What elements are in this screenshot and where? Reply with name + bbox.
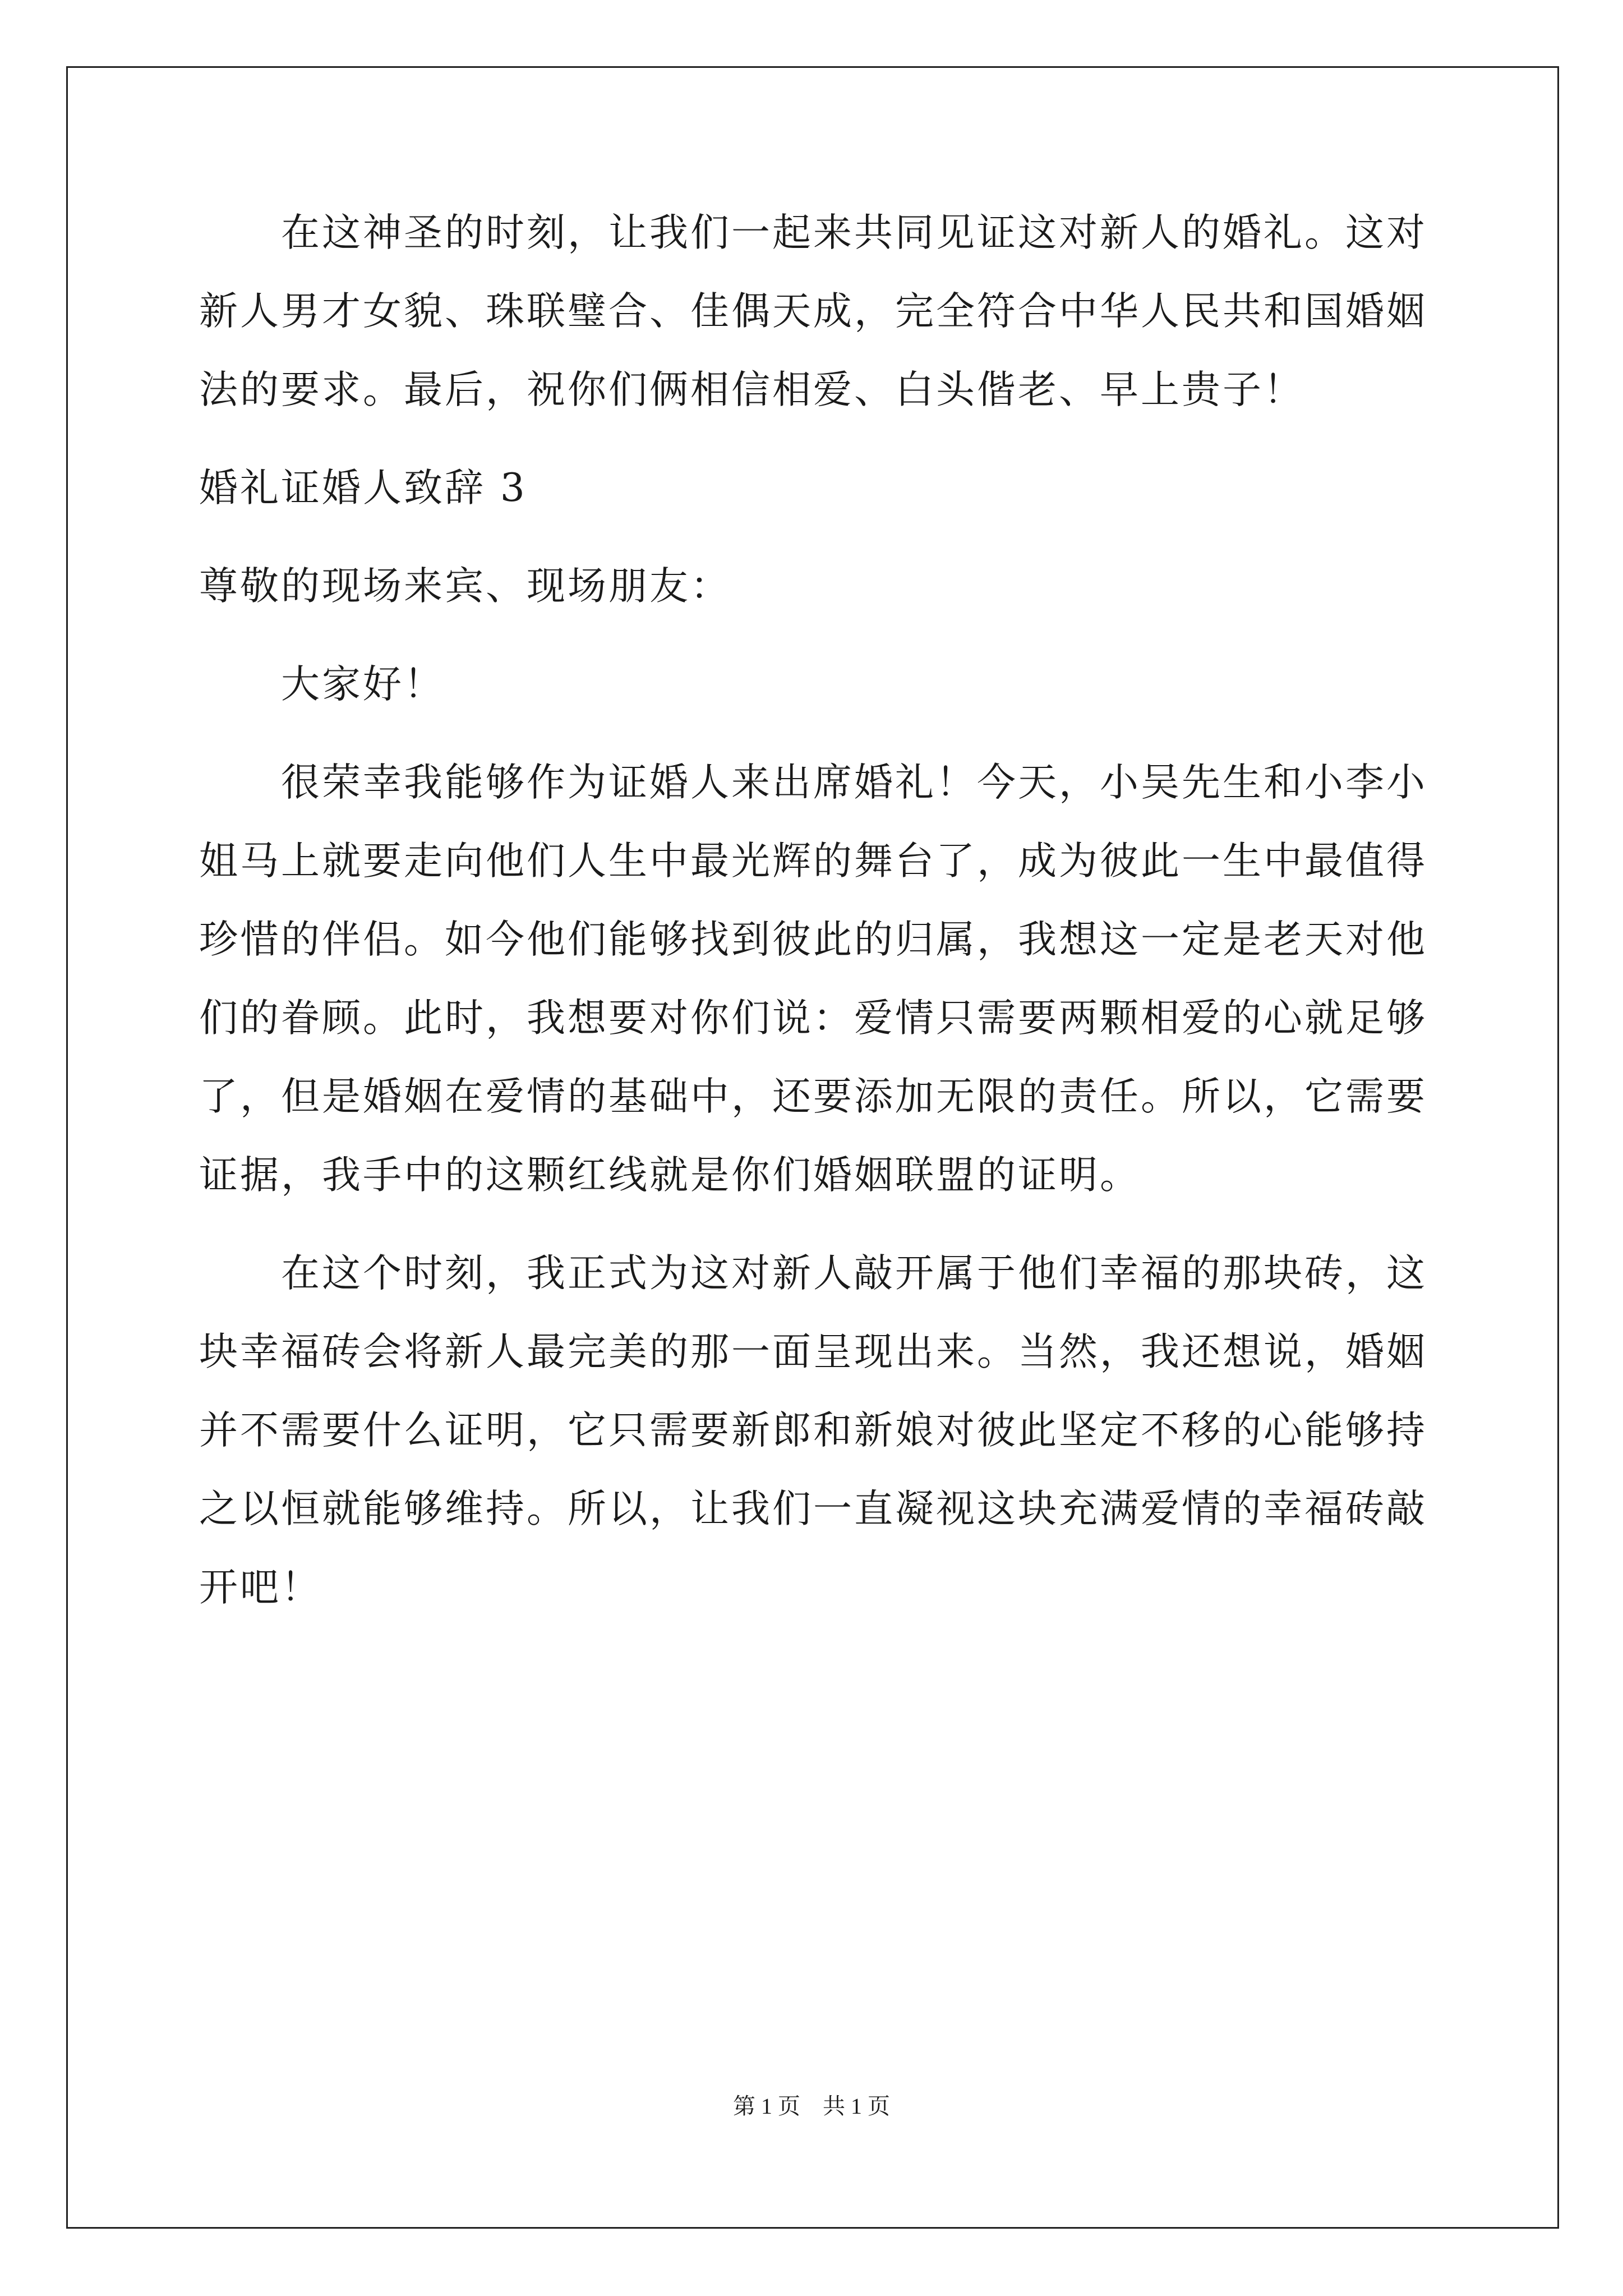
text-line: 新人男才女貌、珠联璧合、佳偶天成，完全符合中华人民共和国婚姻 [199,289,1427,334]
text-line: 证据，我手中的这颗红线就是你们婚姻联盟的证明。 [199,1153,1141,1198]
text-line: 在这神圣的时刻，让我们一起来共同见证这对新人的婚礼。这对 [199,210,1427,255]
text-line: 姐马上就要走向他们人生中最光辉的舞台了，成为彼此一生中最值得 [199,839,1427,884]
text-line: 们的眷顾。此时，我想要对你们说：爱情只需要两颗相爱的心就足够 [199,996,1427,1041]
page-number: 第 1 页 共 1 页 [733,2093,890,2119]
text-line: 开吧！ [199,1565,322,1610]
greeting: 大家好！ [199,662,445,707]
text-line: 之以恒就能够维持。所以，让我们一直凝视这块充满爱情的幸福砖敲 [199,1487,1427,1531]
salutation: 尊敬的现场来宾、现场朋友： [199,564,731,609]
text-line: 在这个时刻，我正式为这对新人敲开属于他们幸福的那块砖，这 [199,1251,1427,1296]
text-line: 法的要求。最后，祝你们俩相信相爱、白头偕老、早上贵子！ [199,367,1304,412]
section-heading: 婚礼证婚人致辞 3 [199,466,527,510]
text-line: 并不需要什么证明，它只需要新郎和新娘对彼此坚定不移的心能够持 [199,1408,1427,1453]
text-line: 很荣幸我能够作为证婚人来出席婚礼！今天，小吴先生和小李小 [199,760,1427,805]
text-line: 珍惜的伴侣。如今他们能够找到彼此的归属，我想这一定是老天对他 [199,917,1427,962]
text-line: 了，但是婚姻在爱情的基础中，还要添加无限的责任。所以，它需要 [199,1074,1427,1119]
text-line: 块幸福砖会将新人最完美的那一面呈现出来。当然，我还想说，婚姻 [199,1329,1427,1374]
